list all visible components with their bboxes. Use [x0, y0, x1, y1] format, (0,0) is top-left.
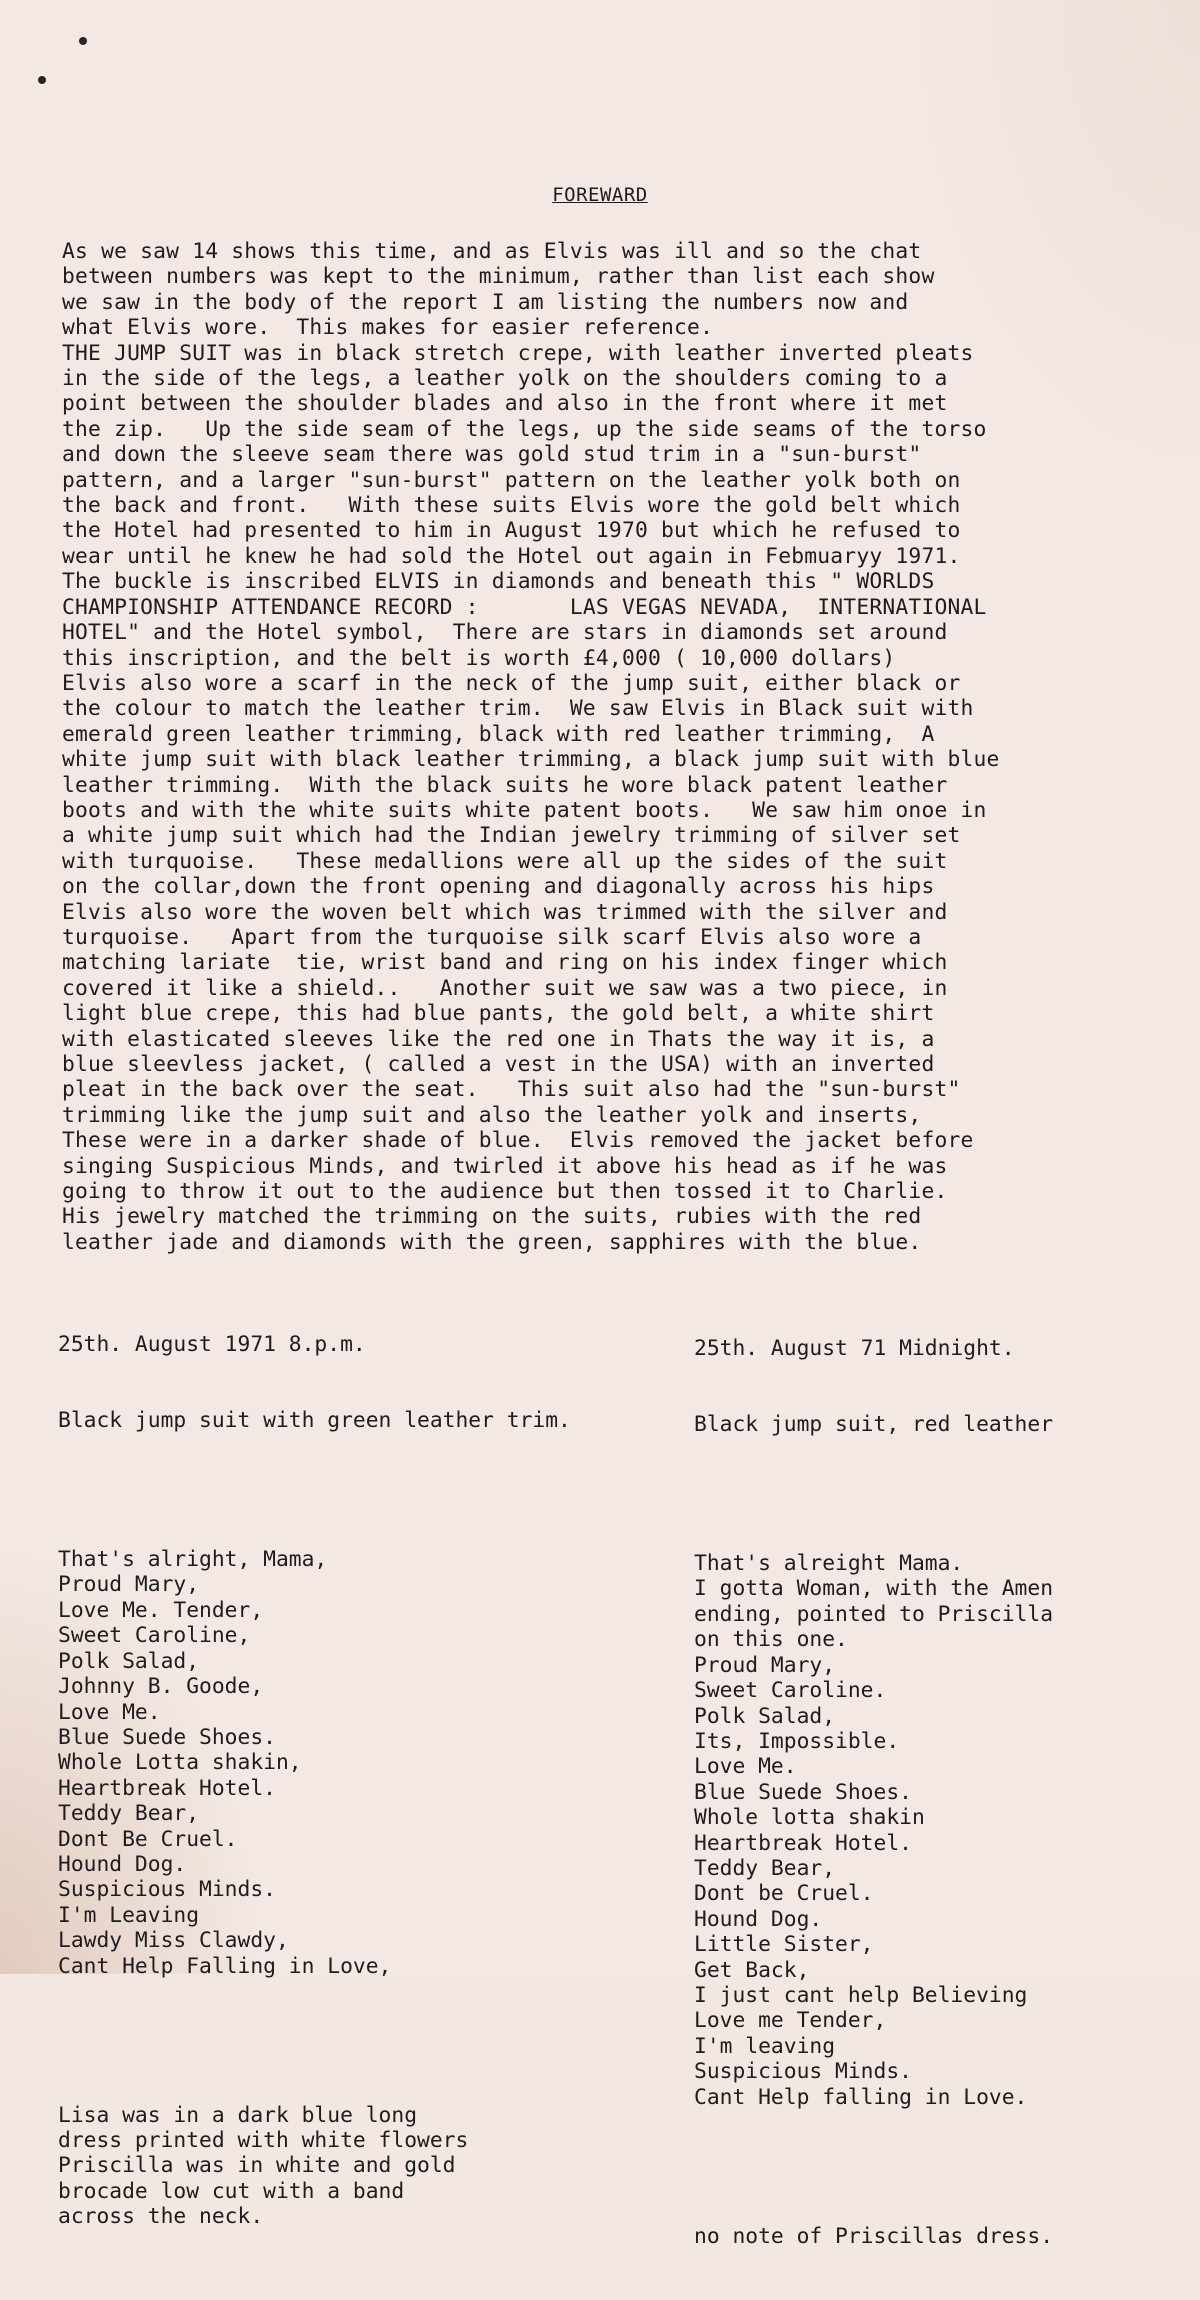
song-item: Get Back, — [694, 1957, 810, 1983]
note-line: brocade low cut with a band — [58, 2178, 405, 2204]
foreword-line: As we saw 14 shows this time, and as Elvis was ill and so the chat — [62, 239, 922, 264]
foreword-line: blue sleevless jacket, ( called a vest in the USA) with an inverted — [62, 1052, 935, 1077]
song-item: That's alright, Mama, — [58, 1547, 328, 1573]
foreword-line: wear until he knew he had sold the Hotel out again in Febmuaryy 1971. — [62, 543, 961, 569]
note-line: across the neck. — [58, 2204, 264, 2230]
foreword-line: pattern, and a larger "sun-burst" pattern on the leather yolk both on — [62, 467, 961, 493]
song-item: Cant Help falling in Love. — [694, 2084, 1028, 2110]
song-item: Love Me. Tender, — [58, 1597, 264, 1623]
foreword-line: These were in a darker shade of blue. Elvis removed the jacket before — [62, 1128, 974, 1154]
song-item: Polk Salad, — [58, 1648, 200, 1674]
song-item: Teddy Bear, — [694, 1855, 836, 1881]
song-item: Hound Dog. — [694, 1906, 823, 1932]
foreword-line: and down the sleeve seam there was gold stud trim in a "sun-burst" — [62, 442, 922, 468]
foreword-line: matching lariate tie, wrist band and ring on his index finger which — [62, 950, 948, 976]
song-item: I'm Leaving — [58, 1902, 200, 1928]
song-item: Love Me. — [694, 1754, 797, 1780]
foreword-line: trimming like the jump suit and also the leather yolk and inserts, — [62, 1102, 922, 1128]
foreword-line: with turquoise. These medallions were all up the sides of the suit — [62, 848, 948, 874]
foreword-body — [62, 239, 1162, 1255]
song-item: I gotta Woman, with the Amen — [694, 1576, 1054, 1602]
foreword-line: between numbers was kept to the minimum, rather than list each show — [62, 264, 935, 290]
show-date: 25th. August 1971 8.p.m. — [58, 1331, 366, 1357]
foreword-line: the colour to match the leather trim. We saw Elvis in Black suit with — [62, 696, 974, 722]
foreword-line: this inscription, and the belt is worth £4,000 ( 10,000 dollars) — [62, 645, 896, 671]
punch-hole — [38, 76, 46, 84]
song-item: Lawdy Miss Clawdy, — [58, 1928, 289, 1954]
foreword-line: pleat in the back over the seat. This suit also had the "sun-burst" — [62, 1077, 961, 1103]
song-item: Heartbreak Hotel. — [694, 1830, 912, 1856]
dress-note — [58, 2103, 571, 2230]
foreword-line: a white jump suit which had the Indian jewelry trimming of silver set — [62, 823, 961, 849]
foreword-line: Elvis also wore a scarf in the neck of the jump suit, either black or — [62, 670, 961, 696]
foreword-line: leather jade and diamonds with the green, sapphires with the blue. — [62, 1229, 922, 1255]
dress-note — [694, 2224, 1053, 2249]
foreword-line: light blue crepe, this had blue pants, the gold belt, a white shirt — [62, 1001, 935, 1027]
foreword-line: in the side of the legs, a leather yolk on the shoulders coming to a — [62, 366, 948, 392]
foreword-line: HOTEL" and the Hotel symbol, There are stars in diamonds set around — [62, 620, 948, 646]
song-item: Little Sister, — [694, 1932, 874, 1958]
foreword-line: THE JUMP SUIT was in black stretch crepe, with leather inverted pleats — [62, 340, 974, 366]
foreword-line: CHAMPIONSHIP ATTENDANCE RECORD : LAS VEGAS NEVADA, INTERNATIONAL — [62, 594, 987, 620]
foreword-line: we saw in the body of the report I am listing the numbers now and — [62, 289, 909, 315]
foreword-line: what Elvis wore. This makes for easier reference. — [62, 315, 714, 341]
foreword-line: on the collar,down the front opening and diagonally across his hips — [62, 874, 935, 900]
foreword-line: point between the shoulder blades and also in the front where it met — [62, 391, 948, 417]
show-date: 25th. August 71 Midnight. — [694, 1335, 1015, 1361]
song-item: Blue Suede Shoes. — [58, 1724, 276, 1750]
song-item: Polk Salad, — [694, 1703, 836, 1729]
song-item: That's alreight Mama. — [694, 1551, 964, 1577]
foreword-line: singing Suspicious Minds, and twirled it above his head as if he was — [62, 1153, 948, 1179]
show-left — [58, 1281, 571, 2280]
page-title: FOREWARD — [552, 184, 648, 206]
foreword-line: the Hotel had presented to him in August 1970 but which he refused to — [62, 518, 961, 544]
foreword-line: going to throw it out to the audience but then tossed it to Charlie. — [62, 1179, 948, 1205]
foreword-line: turquoise. Apart from the turquoise silk scarf Elvis also wore a — [62, 924, 922, 950]
song-item: Love Me. — [58, 1699, 161, 1725]
song-item: Johnny B. Goode, — [58, 1674, 264, 1700]
show-right — [694, 1285, 1053, 2300]
song-item: Proud Mary, — [58, 1572, 200, 1598]
song-item: on this one. — [694, 1627, 848, 1653]
song-item: Dont be Cruel. — [694, 1881, 874, 1907]
song-item: Blue Suede Shoes. — [694, 1779, 912, 1805]
foreword-line: the back and front. With these suits Elvis wore the gold belt which — [62, 493, 961, 519]
foreword-line: white jump suit with black leather trimming, a black jump suit with blue — [62, 747, 1000, 773]
song-item: Suspicious Minds. — [694, 2059, 912, 2085]
note-line: dress printed with white flowers — [58, 2128, 469, 2153]
foreword-line: covered it like a shield.. Another suit we saw was a two piece, in — [62, 975, 948, 1001]
foreword-line: His jewelry matched the trimming on the suits, rubies with the red — [62, 1204, 922, 1230]
setlist — [58, 1547, 571, 1979]
foreword-line: Elvis also wore the woven belt which was trimmed with the silver and — [62, 899, 948, 925]
foreword-line: The buckle is inscribed ELVIS in diamonds and beneath this " WORLDS — [62, 569, 935, 595]
song-item: I just cant help Believing — [694, 1982, 1028, 2008]
setlist — [694, 1551, 1053, 2110]
song-item: Cant Help Falling in Love, — [58, 1953, 392, 1979]
note-line: Priscilla was in white and gold — [58, 2153, 456, 2179]
song-item: Love me Tender, — [694, 2008, 887, 2034]
song-item: Sweet Caroline, — [58, 1623, 251, 1649]
song-item: Its, Impossible. — [694, 1728, 900, 1754]
song-item: I'm leaving — [694, 2033, 836, 2059]
note-line: no note of Priscillas dress. — [694, 2223, 1054, 2249]
song-item: Heartbreak Hotel. — [58, 1775, 276, 1801]
song-item: Whole Lotta shakin, — [58, 1750, 302, 1776]
foreword-line: boots and with the white suits white patent boots. We saw him onoe in — [62, 797, 987, 823]
foreword-line: leather trimming. With the black suits he wore black patent leather — [62, 772, 948, 798]
show-outfit: Black jump suit with green leather trim. — [58, 1408, 571, 1434]
song-item: Proud Mary, — [694, 1652, 836, 1678]
song-item: Suspicious Minds. — [58, 1877, 276, 1903]
song-item: Whole lotta shakin — [694, 1805, 925, 1831]
song-item: Sweet Caroline. — [694, 1678, 887, 1704]
song-item: ending, pointed to Priscilla — [694, 1601, 1054, 1627]
note-line: Lisa was in a dark blue long — [58, 2102, 418, 2128]
song-item: Teddy Bear, — [58, 1801, 200, 1827]
punch-hole — [79, 37, 87, 45]
song-item: Hound Dog. — [58, 1851, 187, 1877]
foreword-line: emerald green leather trimming, black with red leather trimming, A — [62, 721, 935, 747]
foreword-line: the zip. Up the side seam of the legs, up the side seams of the torso — [62, 416, 987, 442]
song-item: Dont Be Cruel. — [58, 1826, 238, 1852]
show-outfit: Black jump suit, red leather — [694, 1412, 1054, 1438]
foreword-line: with elasticated sleeves like the red one in Thats the way it is, a — [62, 1026, 935, 1052]
